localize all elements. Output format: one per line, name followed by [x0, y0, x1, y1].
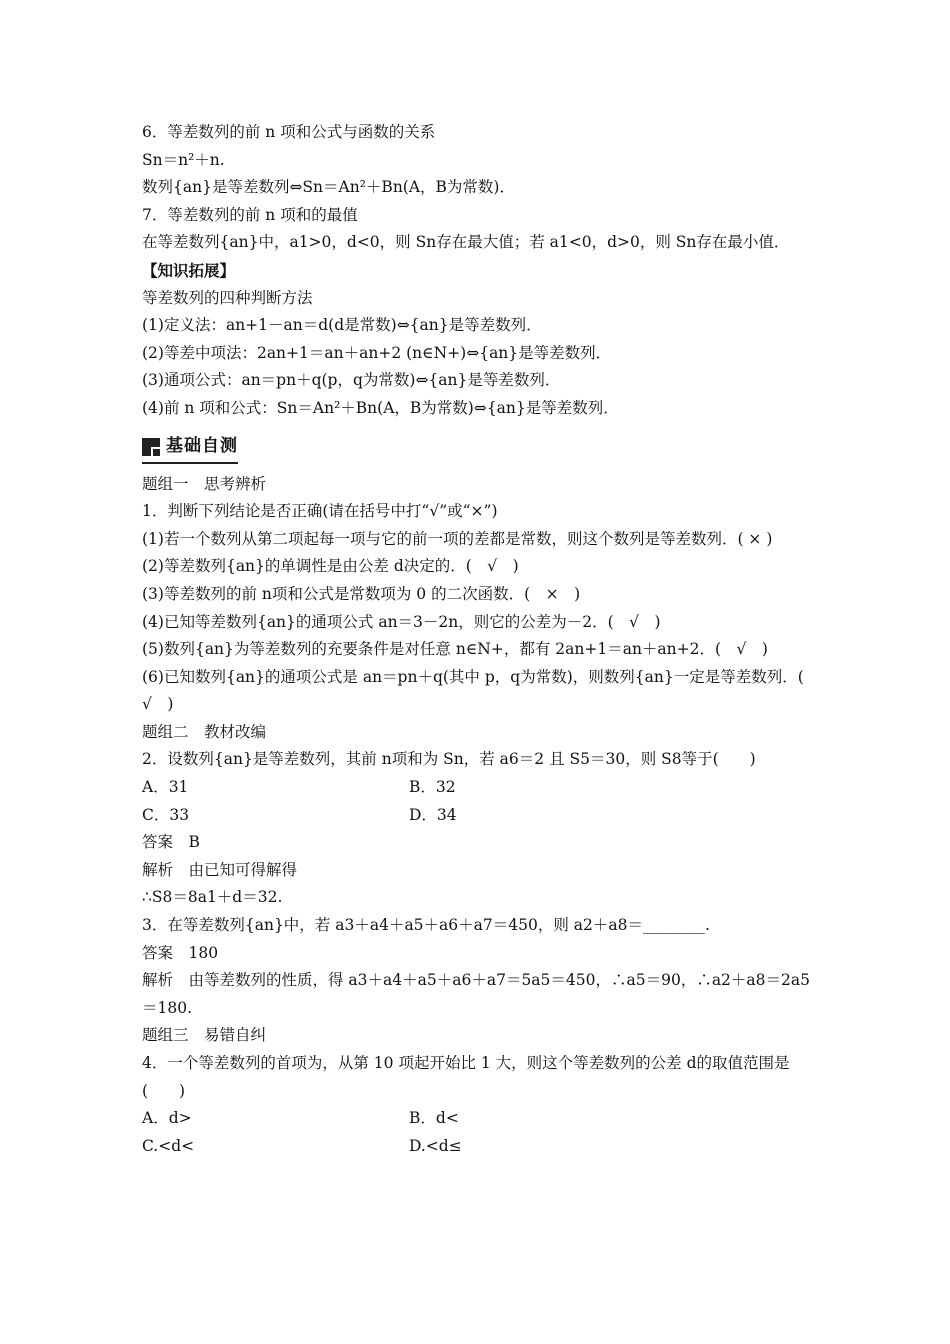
judge-item: (6)已知数列{an}的通项公式是 an＝pn＋q(其中 p，q为常数)，则数列{an}一定是等差数列．( √ )	[142, 667, 820, 714]
choice-d: D.<d≤	[409, 1136, 462, 1155]
choice-row	[142, 1105, 817, 1133]
text-line: 6．等差数列的前 n 项和公式与函数的关系	[142, 123, 436, 141]
text-line: (4)前 n 项和公式：Sn＝An²＋Bn(A，B为常数)⇔{an}是等差数列．	[142, 398, 619, 417]
text-line: (1)定义法：an+1－an＝d(d是常数)⇔{an}是等差数列．	[142, 316, 542, 335]
analysis: 解析 由等差数列的性质，得 a3＋a4＋a5＋a6＋a7＝5a5＝450，∴a5＝90，∴a2＋a8＝2a5＝180.	[142, 971, 810, 1017]
text-line: 等差数列的四种判断方法	[142, 288, 313, 307]
choice-a: A．d>	[142, 1109, 192, 1128]
question-1: 1．判断下列结论是否正确(请在括号中打“√”或“×”)	[142, 502, 498, 521]
section-title: 基础自测	[166, 435, 238, 456]
group-title: 题组三 易错自纠	[142, 1026, 267, 1045]
judge-item: (3)等差数列的前 n项和公式是常数项为 0 的二次函数．( × )	[142, 584, 581, 603]
choice-row	[142, 1133, 817, 1161]
answer: 答案 180	[142, 943, 219, 962]
choice-row	[142, 774, 817, 802]
judge-item: (4)已知等差数列{an}的通项公式 an＝3－2n，则它的公差为－2．( √ )	[142, 612, 661, 631]
choice-b: B．d<	[409, 1109, 459, 1128]
group-title: 题组二 教材改编	[142, 722, 267, 741]
choice-c: C.<d<	[142, 1136, 195, 1155]
section-heading-box	[142, 433, 238, 465]
analysis-result: ∴S8＝8a1＋d＝32.	[142, 888, 283, 907]
choice-b: B．32	[409, 778, 456, 797]
judge-item: (1)若一个数列从第二项起每一项与它的前一项的差都是常数，则这个数列是等差数列．( × )	[142, 529, 773, 548]
answer: 答案 B	[142, 833, 200, 852]
question-4: 4．一个等差数列的首项为，从第 10 项起开始比 1 大，则这个等差数列的公差 d的取值范围是( )	[142, 1054, 790, 1100]
document-content	[142, 119, 820, 1160]
question-2: 2．设数列{an}是等差数列，其前 n项和为 Sn，若 a6＝2 且 S5＝30，则 S8等于( )	[142, 750, 756, 769]
text-line: 在等差数列{an}中，a1>0，d<0，则 Sn存在最大值；若 a1<0，d>0，则 Sn存在最小值．	[142, 233, 790, 252]
section-square-icon	[142, 438, 160, 456]
judge-item: (2)等差数列{an}的单调性是由公差 d决定的．( √ )	[142, 557, 519, 576]
text-line: (3)通项公式：an＝pn＋q(p，q为常数)⇔{an}是等差数列．	[142, 371, 561, 390]
knowledge-heading: 【知识拓展】	[142, 260, 236, 280]
choice-c: C．33	[142, 805, 190, 824]
analysis: 解析 由已知可得解得	[142, 860, 298, 879]
group-title: 题组一 思考辨析	[142, 474, 267, 493]
choice-a: A．31	[142, 778, 189, 797]
text-line: Sn＝n²＋n.	[142, 150, 225, 169]
text-line: 7．等差数列的前 n 项和的最值	[142, 205, 358, 224]
choice-d: D．34	[409, 805, 457, 824]
judge-item: (5)数列{an}为等差数列的充要条件是对任意 n∈N+，都有 2an+1＝an＋an+2．( √ )	[142, 640, 768, 659]
text-line: (2)等差中项法：2an+1＝an＋an+2 (n∈N+)⇔{an}是等差数列．	[142, 343, 612, 362]
choice-row	[142, 802, 817, 830]
text-line: 数列{an}是等差数列⇔Sn＝An²＋Bn(A，B为常数)．	[142, 178, 515, 197]
question-3: 3．在等差数列{an}中，若 a3＋a4＋a5＋a6＋a7＝450，则 a2＋a8＝________.	[142, 916, 710, 935]
section-heading	[142, 433, 817, 465]
